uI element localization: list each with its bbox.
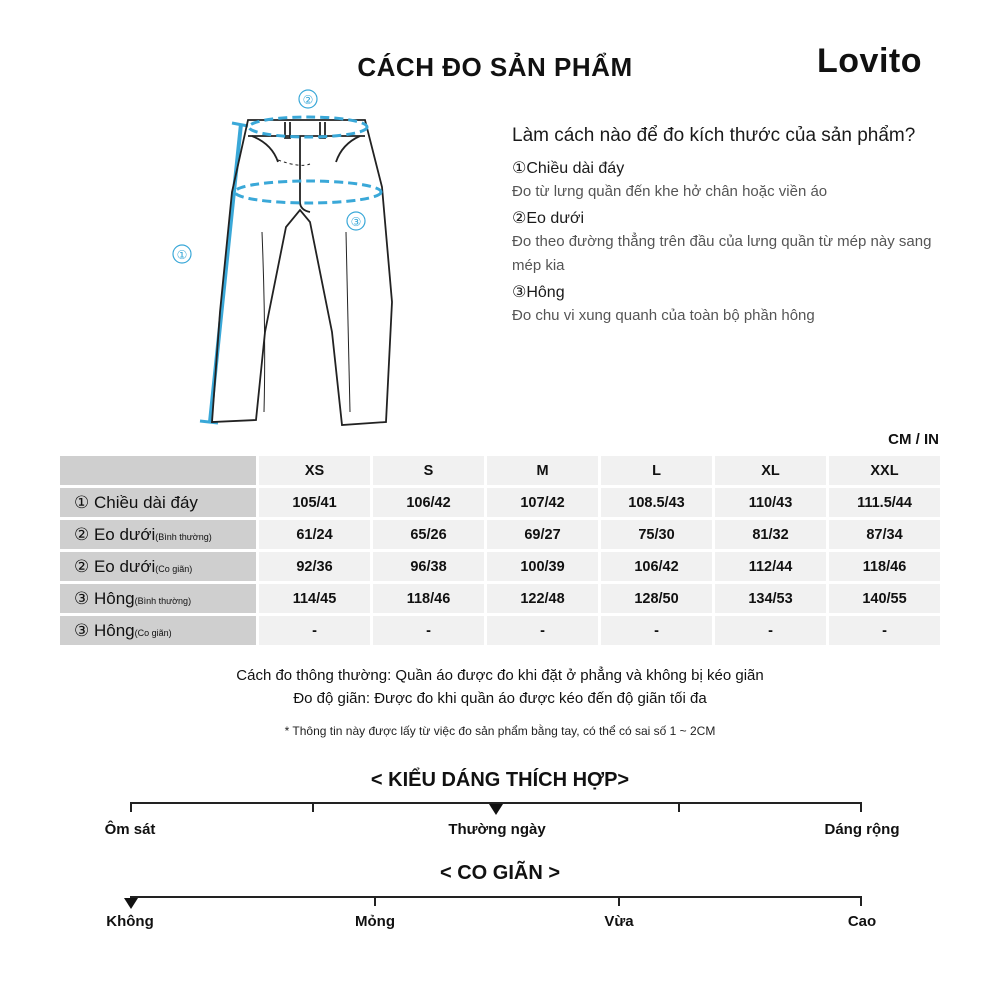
- row-note: (Co giãn): [134, 627, 172, 638]
- size-header-s: S: [373, 456, 484, 485]
- unit-label: CM / IN: [888, 431, 939, 448]
- table-row: [60, 584, 940, 613]
- table-cell: -: [259, 616, 370, 645]
- row-note: (Bình thường): [155, 531, 212, 542]
- table-row: [60, 520, 940, 549]
- table-corner: [60, 456, 256, 485]
- pants-outline: [212, 120, 392, 425]
- size-header-l: L: [601, 456, 712, 485]
- fit-label-tight: Ôm sát: [104, 821, 156, 838]
- row-header: [60, 520, 256, 549]
- table-cell: 134/53: [715, 584, 826, 613]
- table-cell: 105/41: [259, 488, 370, 517]
- table-cell: 107/42: [487, 488, 598, 517]
- table-cell: -: [601, 616, 712, 645]
- stretch-selected-marker-icon: [124, 898, 138, 909]
- page-title: CÁCH ĐO SẢN PHẨM: [357, 52, 633, 82]
- table-cell: 81/32: [715, 520, 826, 549]
- instruction-title-waist: ②Eo dưới: [512, 210, 585, 227]
- row-label: ③ Hông: [74, 620, 135, 640]
- fit-tick: [860, 802, 862, 812]
- table-cell: 92/36: [259, 552, 370, 581]
- instruction-desc-hip: Đo chu vi xung quanh của toàn bộ phần hông: [512, 307, 815, 324]
- table-cell: 100/39: [487, 552, 598, 581]
- measure-notes: [0, 664, 1000, 710]
- table-cell: 118/46: [373, 584, 484, 613]
- table-cell: 122/48: [487, 584, 598, 613]
- fit-title: < KIỂU DÁNG THÍCH HỢP>: [370, 769, 630, 791]
- brand-logo: Lovito: [817, 42, 922, 80]
- measure-instructions: [512, 118, 932, 328]
- fit-label-loose: Dáng rộng: [824, 821, 900, 838]
- row-label: ② Eo dưới: [74, 524, 156, 544]
- table-cell: 118/46: [829, 552, 940, 581]
- table-cell: 111.5/44: [829, 488, 940, 517]
- stretch-scale: [130, 896, 862, 908]
- fit-tick: [130, 802, 132, 812]
- table-cell: 112/44: [715, 552, 826, 581]
- marker-1-text: ①: [176, 248, 188, 262]
- table-cell: 65/26: [373, 520, 484, 549]
- table-cell: 110/43: [715, 488, 826, 517]
- marker-3-text: ③: [350, 215, 362, 229]
- fit-tick: [678, 802, 680, 812]
- table-cell: -: [829, 616, 940, 645]
- footnote: * Thông tin này được lấy từ việc đo sản phẩm bằng tay, có thể có sai số 1 ~ 2CM: [284, 724, 716, 738]
- marker-2-text: ②: [302, 93, 314, 107]
- table-cell: -: [487, 616, 598, 645]
- stretch-label-high: Cao: [847, 913, 877, 930]
- row-note: (Bình thường): [134, 595, 192, 606]
- instruction-desc-length: Đo từ lưng quần đến khe hở chân hoặc viền áo: [512, 183, 828, 200]
- stretch-label-thin: Mỏng: [355, 913, 395, 930]
- fit-tick: [312, 802, 314, 812]
- size-header-xl: XL: [715, 456, 826, 485]
- fit-selected-marker-icon: [489, 804, 503, 815]
- row-header: [60, 552, 256, 581]
- table-cell: -: [373, 616, 484, 645]
- row-header: [60, 616, 256, 645]
- instruction-title-hip: ③Hông: [512, 284, 565, 301]
- table-row: [60, 488, 940, 517]
- row-note: (Co giãn): [155, 563, 193, 574]
- instruction-desc-waist: Đo theo đường thẳng trên đầu của lưng quần từ mép này sang mép kia: [512, 233, 932, 274]
- table-cell: 114/45: [259, 584, 370, 613]
- stretch-tick: [860, 896, 862, 906]
- table-cell: 106/42: [373, 488, 484, 517]
- table-row: [60, 616, 940, 645]
- stretch-label-medium: Vừa: [604, 913, 634, 930]
- hip-measure-ellipse: [235, 181, 381, 203]
- instruction-title-length: ①Chiều dài đáy: [512, 160, 625, 177]
- stretch-tick: [618, 896, 620, 906]
- size-header-xs: XS: [259, 456, 370, 485]
- size-header-row: [60, 456, 940, 485]
- table-cell: 87/34: [829, 520, 940, 549]
- table-cell: 61/24: [259, 520, 370, 549]
- table-row: [60, 552, 940, 581]
- size-header-m: M: [487, 456, 598, 485]
- fit-label-regular: Thường ngày: [448, 821, 546, 838]
- table-cell: 96/38: [373, 552, 484, 581]
- note-stretch: Đo độ giãn: Được đo khi quần áo được kéo đến độ giãn tối đa: [293, 690, 707, 707]
- stretch-label-none: Không: [106, 913, 154, 930]
- note-normal: Cách đo thông thường: Quần áo được đo khi đặt ở phẳng và không bị kéo giãn: [236, 667, 764, 684]
- row-header: [60, 584, 256, 613]
- row-header: [60, 488, 256, 517]
- table-cell: 106/42: [601, 552, 712, 581]
- instructions-question: Làm cách nào để đo kích thước của sản phẩm?: [512, 125, 916, 146]
- table-cell: 69/27: [487, 520, 598, 549]
- table-cell: -: [715, 616, 826, 645]
- size-header-xxl: XXL: [829, 456, 940, 485]
- row-label: ② Eo dưới: [74, 556, 156, 576]
- table-cell: 140/55: [829, 584, 940, 613]
- stretch-title: < CO GIÃN >: [439, 862, 561, 884]
- stretch-tick: [374, 896, 376, 906]
- row-label: ① Chiều dài đáy: [74, 492, 198, 512]
- row-label: ③ Hông: [74, 588, 135, 608]
- table-cell: 128/50: [601, 584, 712, 613]
- table-cell: 75/30: [601, 520, 712, 549]
- pants-diagram: [160, 82, 400, 432]
- table-cell: 108.5/43: [601, 488, 712, 517]
- fit-scale: [130, 802, 862, 814]
- stretch-scale-line: [130, 896, 862, 898]
- size-table: [57, 453, 943, 648]
